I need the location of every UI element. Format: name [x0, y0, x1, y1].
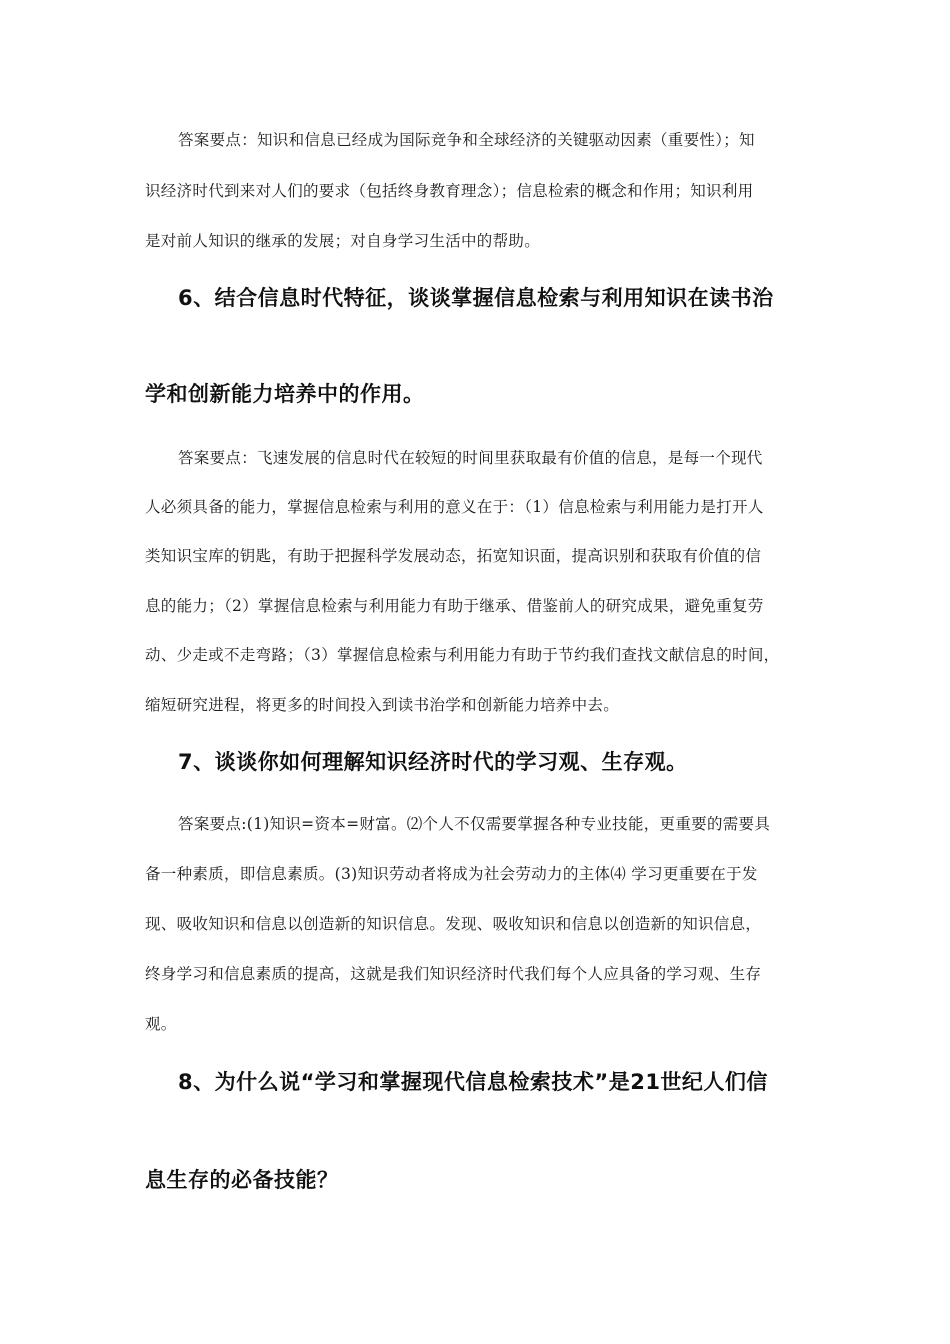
answer-6-line-4: 息的能力；（2）掌握信息检索与利用能力有助于继承、借鉴前人的研究成果，避免重复劳: [145, 597, 764, 615]
question-8-heading-line-1: 8、为什么说“学习和掌握现代信息检索技术”是21世纪人们信: [178, 1070, 768, 1094]
answer-6-line-2: 人必须具备的能力，掌握信息检索与利用的意义在于：（1）信息检索与利用能力是打开人: [145, 498, 764, 516]
answer-7-line-4: 终身学习和信息素质的提高，这就是我们知识经济时代我们每个人应具备的学习观、生存: [145, 965, 762, 983]
answer-6-line-1: 答案要点：飞速发展的信息时代在较短的时间里获取最有价值的信息，是每一个现代: [178, 449, 763, 467]
answer-6-line-6: 缩短研究进程，将更多的时间投入到读书治学和创新能力培养中去。: [145, 696, 620, 714]
answer-6-line-3: 类知识宝库的钥匙，有助于把握科学发展动态，拓宽知识面，提高识别和获取有价值的信: [145, 547, 762, 565]
answer-7-line-1: 答案要点:(1)知识=资本=财富。⑵个人不仅需要掌握各种专业技能，更重要的需要具: [178, 815, 771, 833]
question-6-heading-line-1: 6、结合信息时代特征，谈谈掌握信息检索与利用知识在读书治: [178, 286, 774, 310]
answer-5-line-1: 答案要点：知识和信息已经成为国际竞争和全球经济的关键驱动因素（重要性）；知: [178, 131, 755, 149]
question-7-heading: 7、谈谈你如何理解知识经济时代的学习观、生存观。: [178, 750, 688, 774]
answer-7-line-5: 观。: [145, 1015, 177, 1033]
answer-7-line-2: 备一种素质，即信息素质。(3)知识劳动者将成为社会劳动力的主体⑷ 学习更重要在于发: [145, 865, 758, 883]
question-8-heading-line-2: 息生存的必备技能？: [145, 1168, 339, 1192]
answer-6-line-5: 动、少走或不走弯路；（3）掌握信息检索与利用能力有助于节约我们查找文献信息的时间，: [145, 646, 780, 664]
answer-7-line-3: 现、吸收知识和信息以创造新的知识信息。发现、吸收知识和信息以创造新的知识信息，: [145, 915, 762, 933]
question-6-heading-line-2: 学和创新能力培养中的作用。: [145, 382, 425, 406]
answer-5-line-2: 识经济时代到来对人们的要求（包括终身教育理念）；信息检索的概念和作用；知识利用: [145, 182, 754, 200]
answer-5-line-3: 是对前人知识的继承的发展；对自身学习生活中的帮助。: [145, 232, 541, 250]
